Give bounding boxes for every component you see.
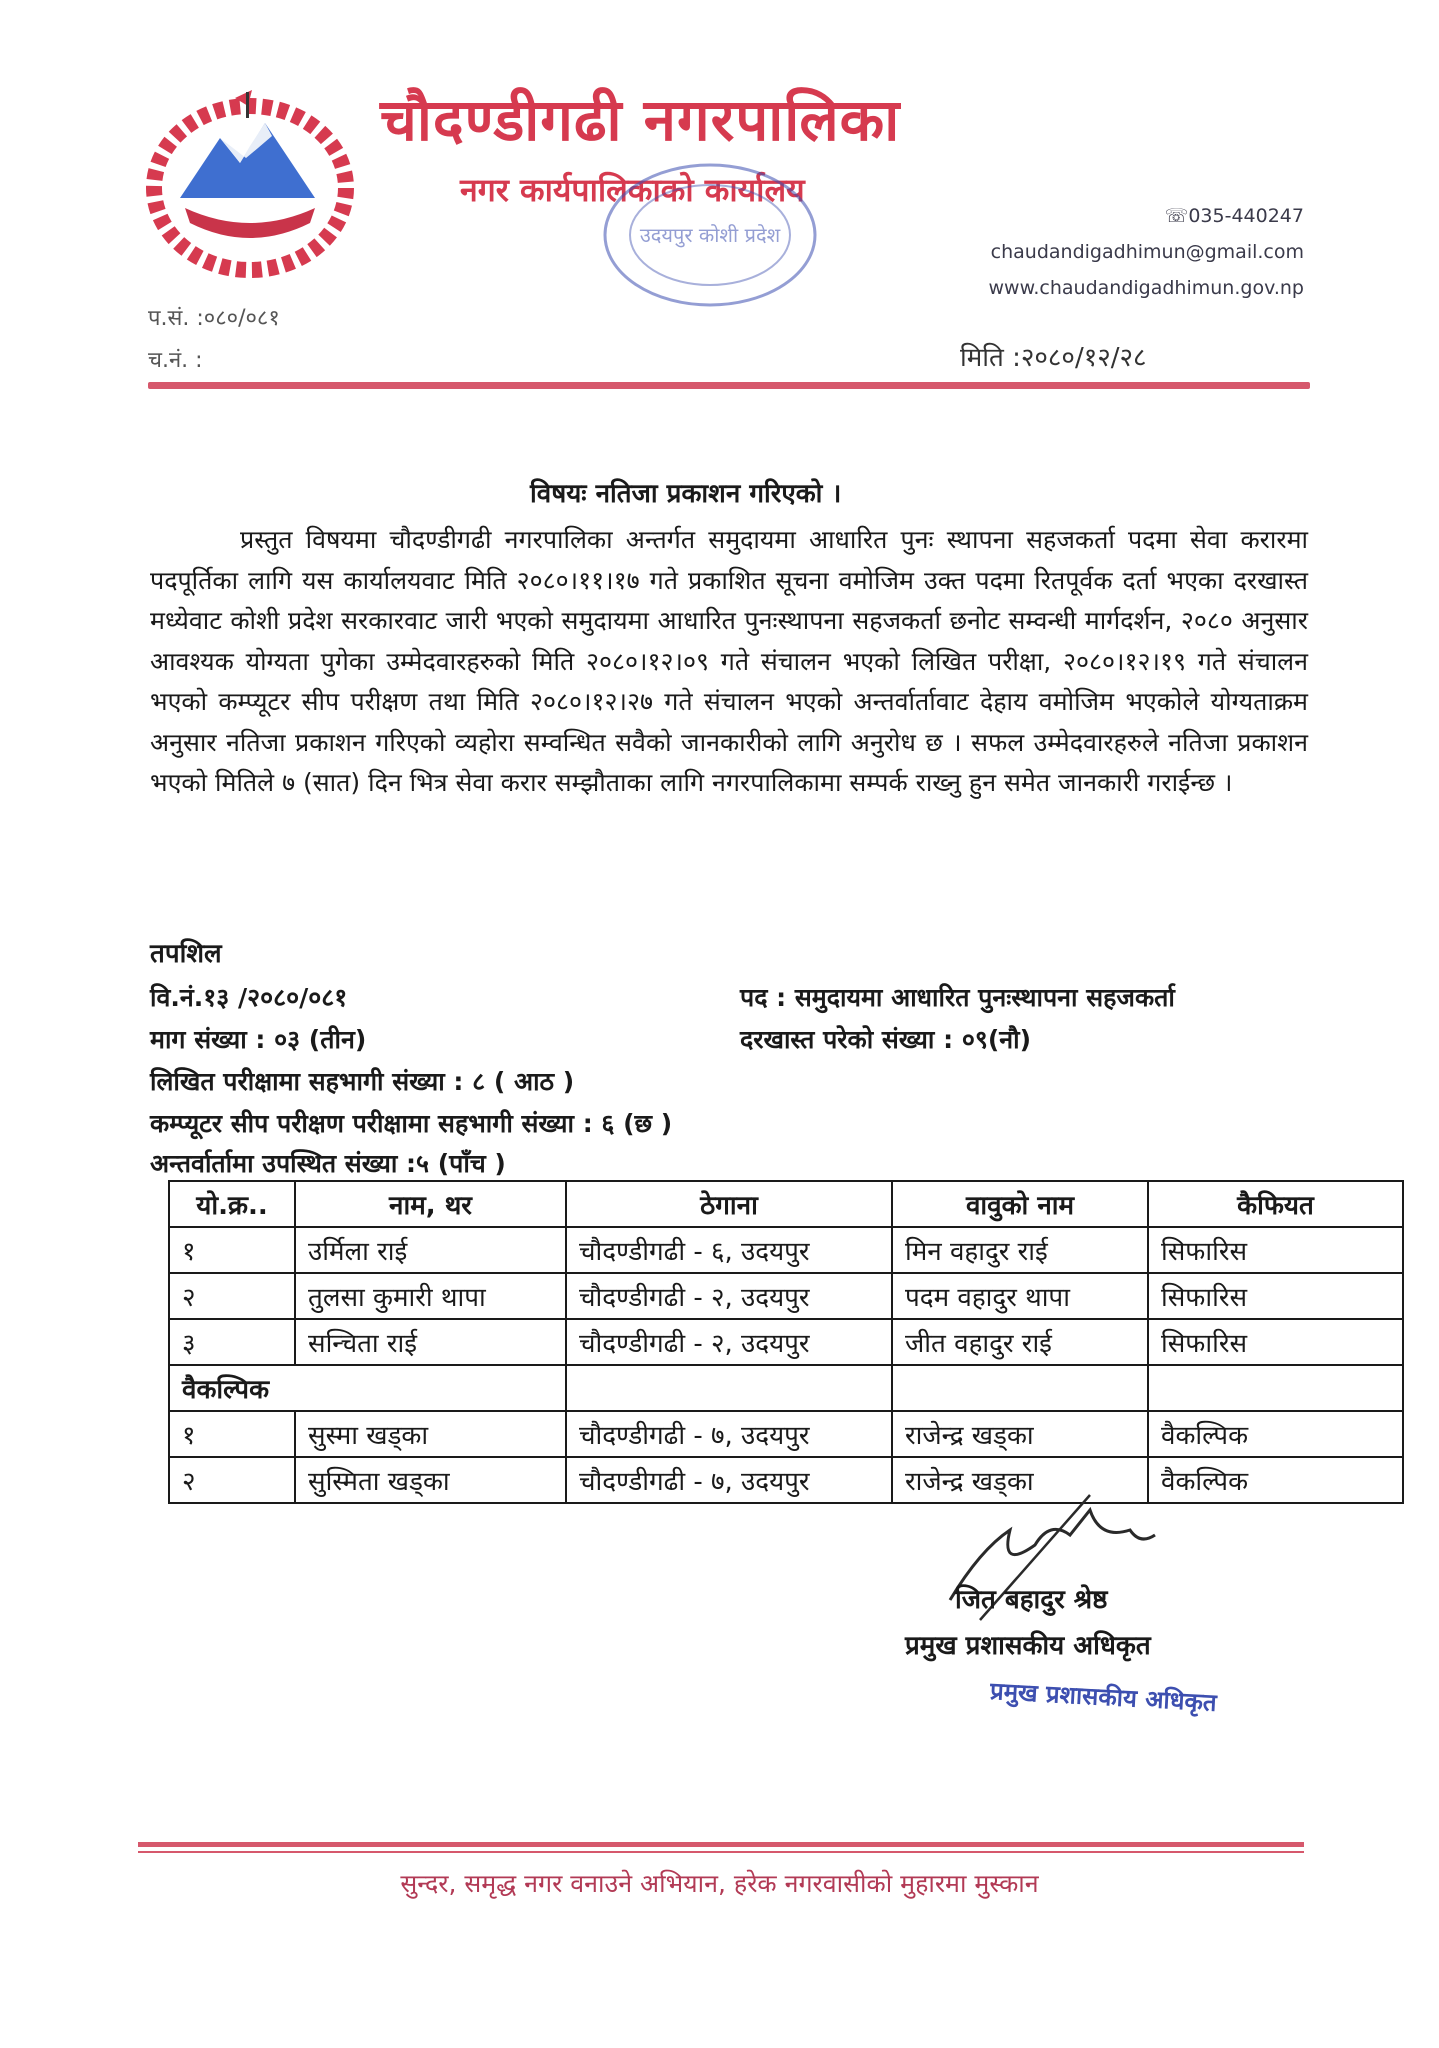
cell-name: सुस्मा खड्का [295, 1411, 566, 1457]
cell-remarks: वैकल्पिक [1148, 1411, 1403, 1457]
footer-divider [138, 1842, 1304, 1847]
table-row [169, 1273, 1403, 1319]
empty-cell [1148, 1365, 1403, 1411]
header-name: नाम, थर [295, 1181, 566, 1227]
cell-serial: ३ [169, 1319, 295, 1365]
cell-remarks: सिफारिस [1148, 1273, 1403, 1319]
office-name: नगर कार्यपालिकाको कार्यालय [460, 171, 805, 209]
table-header-row [169, 1181, 1403, 1227]
cell-name: सन्चिता राई [295, 1319, 566, 1365]
organization-name: चौदण्डीगढी नगरपालिका [380, 86, 901, 154]
position-title: पद : समुदायमा आधारित पुनःस्थापना सहजकर्ता [740, 983, 1175, 1012]
cell-father-name: जीत वहादुर राई [892, 1319, 1148, 1365]
demand-count: माग संख्या : ०३ (तीन) [150, 1025, 367, 1054]
application-count: दरखास्त परेको संख्या : ०९(नौ) [740, 1025, 1032, 1054]
header-address: ठेगाना [566, 1181, 892, 1227]
table-row [169, 1227, 1403, 1273]
cell-father-name: राजेन्द्र खड्का [892, 1411, 1148, 1457]
empty-cell [566, 1365, 892, 1411]
results-table [168, 1180, 1404, 1504]
stamp-text: उदयपुर कोशी प्रदेश [639, 223, 781, 247]
cell-name: उर्मिला राई [295, 1227, 566, 1273]
table-row [169, 1411, 1403, 1457]
cell-name: सुस्मिता खड्का [295, 1457, 566, 1503]
signer-name: जित बहादुर श्रेष्ठ [955, 1585, 1108, 1615]
office-stamp [580, 150, 840, 320]
cell-address: चौदण्डीगढी - ७, उदयपुर [566, 1411, 892, 1457]
table-row [169, 1457, 1403, 1503]
cell-serial: १ [169, 1411, 295, 1457]
cell-father-name: पदम वहादुर थापा [892, 1273, 1148, 1319]
signer-title: प्रमुख प्रशासकीय अधिकृत [905, 1631, 1151, 1661]
vi-no: वि.नं.१३ /२०८०/०८१ [150, 983, 348, 1012]
patra-sankhya: प.सं. :०८०/०८१ [148, 306, 280, 331]
header-father-name: वावुको नाम [892, 1181, 1148, 1227]
letter-date: मिति :२०८०/१२/२८ [960, 343, 1147, 373]
table-row [169, 1319, 1403, 1365]
reference-numbers [148, 298, 280, 382]
cell-remarks: सिफारिस [1148, 1319, 1403, 1365]
details-heading: तपशिल [150, 939, 222, 969]
contact-block [989, 198, 1305, 306]
alternate-section-label: वैकल्पिक [169, 1365, 566, 1411]
cell-address: चौदण्डीगढी - ६, उदयपुर [566, 1227, 892, 1273]
cell-serial: १ [169, 1227, 295, 1273]
header-serial: यो.क्र.. [169, 1181, 295, 1227]
empty-cell [892, 1365, 1148, 1411]
interview-count: अन्तर्वार्तामा उपस्थित संख्या :५ (पाँच ) [150, 1149, 506, 1178]
computer-test-count: कम्प्यूटर सीप परीक्षण परीक्षामा सहभागी संख्या : ६ (छ ) [150, 1109, 673, 1138]
alternate-section-row [169, 1365, 1403, 1411]
cell-remarks: सिफारिस [1148, 1227, 1403, 1273]
cell-name: तुलसा कुमारी थापा [295, 1273, 566, 1319]
phone-number: ☏035-440247 [1164, 205, 1304, 227]
email-address: chaudandigadhimun@gmail.com [990, 241, 1304, 263]
cell-serial: २ [169, 1457, 295, 1503]
cell-father-name: मिन वहादुर राई [892, 1227, 1148, 1273]
signer-stamp: प्रमुख प्रशासकीय अधिकृत [989, 1677, 1218, 1717]
subject-line: विषयः नतिजा प्रकाशन गरिएको । [530, 479, 842, 509]
written-exam-count: लिखित परीक्षामा सहभागी संख्या : ८ ( आठ ) [150, 1067, 575, 1096]
cell-serial: २ [169, 1273, 295, 1319]
header-remarks: कैफियत [1148, 1181, 1403, 1227]
footer-divider-thin [138, 1851, 1304, 1853]
chalani-number: च.नं. : [148, 348, 203, 373]
footer-slogan: सुन्दर, समृद्ध नगर वनाउने अभियान, हरेक नगरवासीको मुहारमा मुस्कान [400, 1869, 1039, 1898]
cell-address: चौदण्डीगढी - २, उदयपुर [566, 1319, 892, 1365]
cell-address: चौदण्डीगढी - २, उदयपुर [566, 1273, 892, 1319]
cell-father-name: राजेन्द्र खड्का [892, 1457, 1148, 1503]
body-paragraph: प्रस्तुत विषयमा चौदण्डीगढी नगरपालिका अन्तर्गत समुदायमा आधारित पुनः स्थापना सहजकर्ता पदमा सेवा करारमा पदपूर्तिका लागि यस कार्यालयवाट मिति २०८०।११।१७ गते प्रकाशित सूचना वमोजिम उक्त पदमा रितपूर्वक दर्ता भएका दरखास्त मध्येवाट कोशी प्रदेश सरकारवाट जारी भएको समुदायमा आधारित पुनःस्थापना सहजकर्ता छनोट सम्वन्धी मार्गदर्शन, २०८० अनुसार आवश्यक योग्यता पुगेका उम्मेदवारहरुको मिति २०८०।१२।०९ गते संचालन भएको लिखित परीक्षा, २०८०।१२।१९ गते संचालन भएको कम्प्यूटर सीप परीक्षण तथा मिति २०८०।१२।२७ गते संचालन भएको अन्तर्वार्तावाट देहाय वमोजिम भएकोले योग्यताक्रम अनुसार नतिजा प्रकाशन गरिएको व्यहोरा सम्वन्धित सवैको जानकारीको लागि अनुरोध छ । सफल उम्मेदवारहरुले नतिजा प्रकाशन भएको मितिले ७ (सात) दिन भित्र सेवा करार सम्झौताका लागि नगरपालिकामा सम्पर्क राख्नु हुन समेत जानकारी गराईन्छ । [150, 525, 1308, 797]
website-url: www.chaudandigadhimun.gov.np [988, 277, 1304, 299]
nepal-emblem-icon [140, 88, 360, 278]
cell-address: चौदण्डीगढी - ७, उदयपुर [566, 1457, 892, 1503]
header-divider [148, 382, 1310, 389]
cell-remarks: वैकल्पिक [1148, 1457, 1403, 1503]
